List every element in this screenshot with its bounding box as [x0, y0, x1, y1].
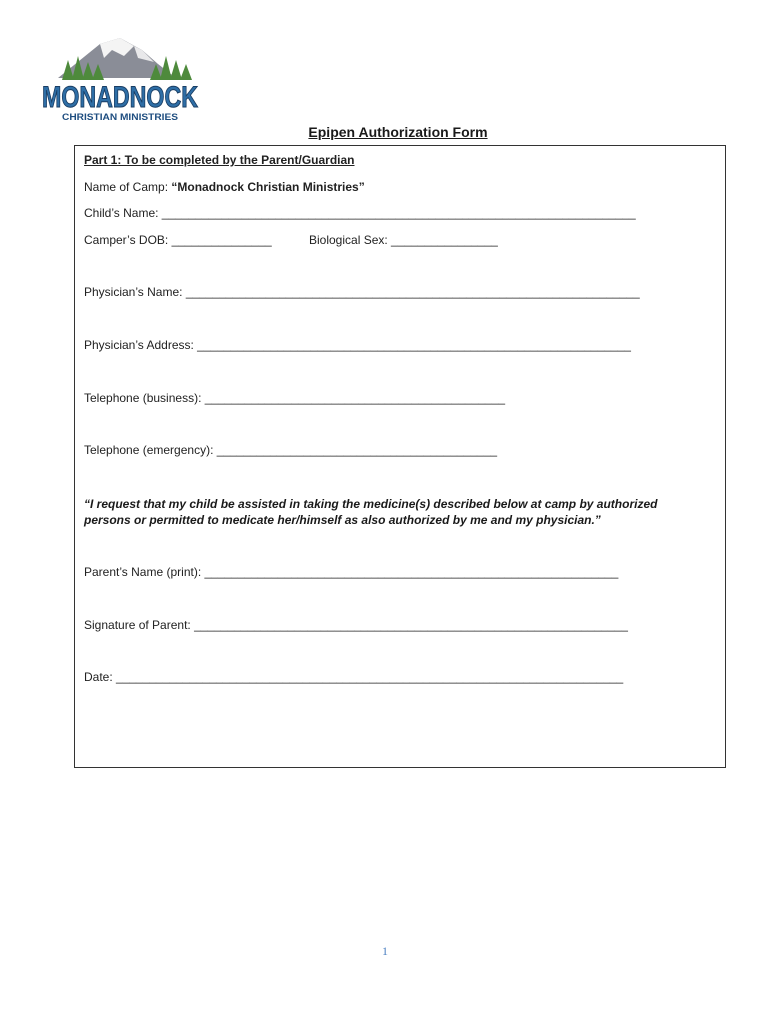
camp-name-row [84, 180, 365, 194]
parent-name-field[interactable]: Parent’s Name (print): ______________________________________________________________ [84, 565, 619, 579]
telephone-emergency-field[interactable]: Telephone (emergency): __________________________________________ [84, 443, 498, 457]
part1-heading: Part 1: To be completed by the Parent/Guardian [84, 153, 355, 167]
telephone-business-field[interactable]: Telephone (business): _____________________________________________ [84, 391, 506, 405]
biological-sex-field[interactable]: Biological Sex: ________________ [309, 233, 498, 247]
camper-dob-field[interactable]: Camper’s DOB: _______________ [84, 233, 272, 247]
authorization-statement-line2: persons or permitted to medicate her/himself as also authorized by me and my physician.” [84, 513, 601, 527]
authorization-statement [84, 496, 714, 528]
monadnock-logo [38, 34, 204, 124]
svg-text:CHRISTIAN MINISTRIES: CHRISTIAN MINISTRIES [62, 112, 178, 123]
physician-name-field[interactable]: Physician’s Name: ____________________________________________________________________ [84, 285, 640, 299]
camp-name-label: Name of Camp: [84, 180, 172, 194]
date-field[interactable]: Date: ____________________________________________________________________________ [84, 670, 624, 684]
child-name-field[interactable]: Child’s Name: _______________________________________________________________________ [84, 206, 636, 220]
physician-address-field[interactable]: Physician’s Address: _________________________________________________________________ [84, 338, 631, 352]
parent-signature-field[interactable]: Signature of Parent: _________________________________________________________________ [84, 618, 628, 632]
camp-name-value: “Monadnock Christian Ministries” [171, 180, 365, 194]
page-number: 1 [382, 944, 388, 958]
authorization-statement-line1: “I request that my child be assisted in taking the medicine(s) described below at camp by authorized [84, 497, 658, 511]
form-title: Epipen Authorization Form [308, 124, 488, 140]
svg-text:MONADNOCK: MONADNOCK [42, 81, 199, 114]
